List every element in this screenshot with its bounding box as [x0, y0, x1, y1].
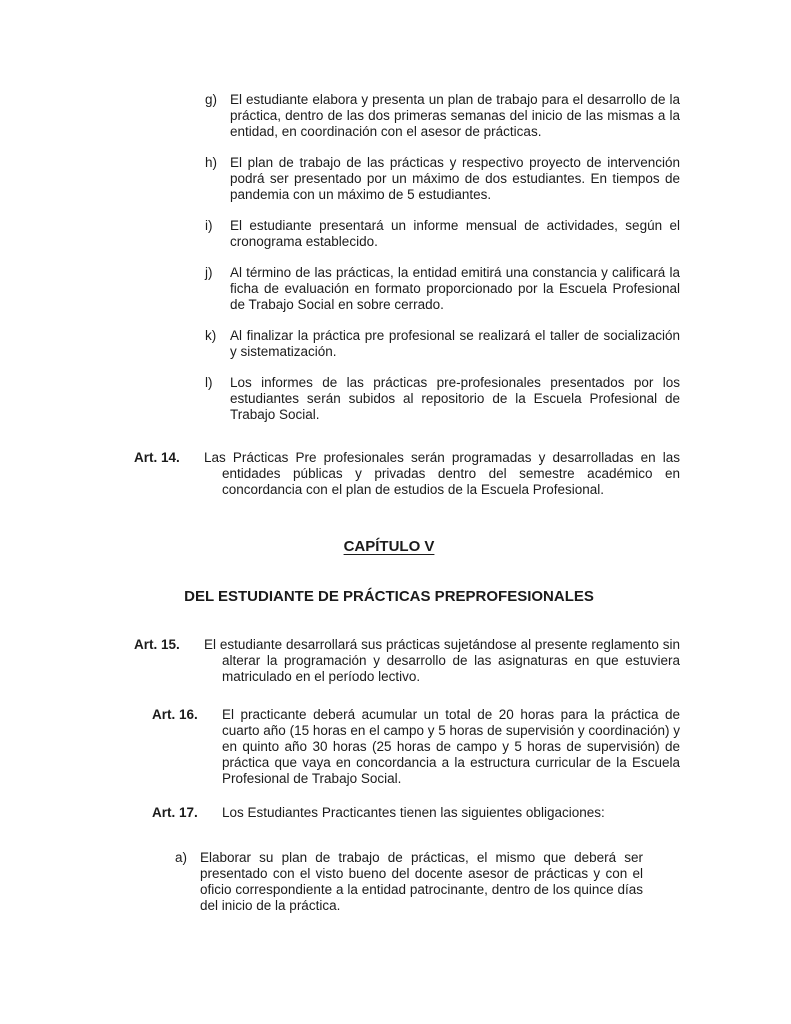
- list-item-marker: k): [205, 328, 217, 343]
- list-item-text: Elaborar su plan de trabajo de prácticas, el mismo que deberá ser presentado con el visto bueno del docente asesor de prácticas y con el oficio correspondiente a la entidad patrocinante, dentro de los quince días del inicio de la práctica.: [200, 850, 643, 913]
- list-item-text: El estudiante elabora y presenta un plan de trabajo para el desarrollo de la práctica, dentro de las dos primeras semanas del inicio de las mismas a la entidad, en coordinación con el asesor de prácticas.: [230, 92, 680, 139]
- list-item-marker: i): [205, 218, 213, 233]
- article-14: [134, 450, 680, 498]
- list-item: [152, 265, 680, 313]
- list-item-marker: a): [175, 850, 188, 865]
- article-17-label: Art. 17.: [152, 805, 198, 820]
- list-item-marker: h): [205, 155, 218, 170]
- list-item: [152, 218, 680, 250]
- article-17-text: Los Estudiantes Practicantes tienen las siguientes obligaciones:: [222, 805, 605, 820]
- article-16-label: Art. 16.: [152, 707, 198, 722]
- list-item-marker: g): [205, 92, 218, 107]
- chapter-heading: CAPÍTULO V: [343, 538, 435, 555]
- article-15-text: El estudiante desarrollará sus prácticas sujetándose al presente reglamento sin alterar la programación y desarrollo de las asignaturas en que estuviera matriculado en el período lectivo.: [204, 637, 680, 684]
- list-item-text: El estudiante presentará un informe mensual de actividades, según el cronograma establecido.: [230, 218, 680, 249]
- article-16: [152, 707, 680, 787]
- article-17: [152, 805, 680, 821]
- article-16-text: El practicante deberá acumular un total de 20 horas para la práctica de cuarto año (15 horas en el campo y 5 horas de supervisión y coordinación) y en quinto año 30 horas (25 horas de campo y 5 horas de supervisión) de práctica que vaya en concordancia a la estructura curricular de la Escuela Profesional de Trabajo Social.: [222, 707, 680, 786]
- list-item-text: Los informes de las prácticas pre-profesionales presentados por los estudiantes serán subidos al repositorio de la Escuela Profesional de Trabajo Social.: [230, 375, 680, 422]
- list-item: [152, 375, 680, 423]
- list-item-text: El plan de trabajo de las prácticas y respectivo proyecto de intervención podrá ser presentado por un máximo de dos estudiantes. En tiempos de pandemia con un máximo de 5 estudiantes.: [230, 155, 680, 202]
- list-item: [152, 850, 680, 914]
- list-item: [152, 155, 680, 203]
- article-14-label: Art. 14.: [134, 450, 180, 465]
- list-item-marker: l): [205, 375, 213, 390]
- list-item-text: Al término de las prácticas, la entidad emitirá una constancia y calificará la ficha de evaluación en formato proporcionado por la Escuela Profesional de Trabajo Social en sobre cerrado.: [230, 265, 680, 312]
- section-heading: DEL ESTUDIANTE DE PRÁCTICAS PREPROFESIONALES: [184, 588, 594, 605]
- list-item-text: Al finalizar la práctica pre profesional se realizará el taller de socialización y sistematización.: [230, 328, 680, 359]
- list-item: [152, 328, 680, 360]
- list-item: [152, 92, 680, 140]
- list-item-marker: j): [205, 265, 213, 280]
- article-15: [134, 637, 680, 685]
- article-14-text: Las Prácticas Pre profesionales serán programadas y desarrolladas en las entidades públicas y privadas dentro del semestre académico en concordancia con el plan de estudios de la Escuela Profesional.: [204, 450, 680, 497]
- article-15-label: Art. 15.: [134, 637, 180, 652]
